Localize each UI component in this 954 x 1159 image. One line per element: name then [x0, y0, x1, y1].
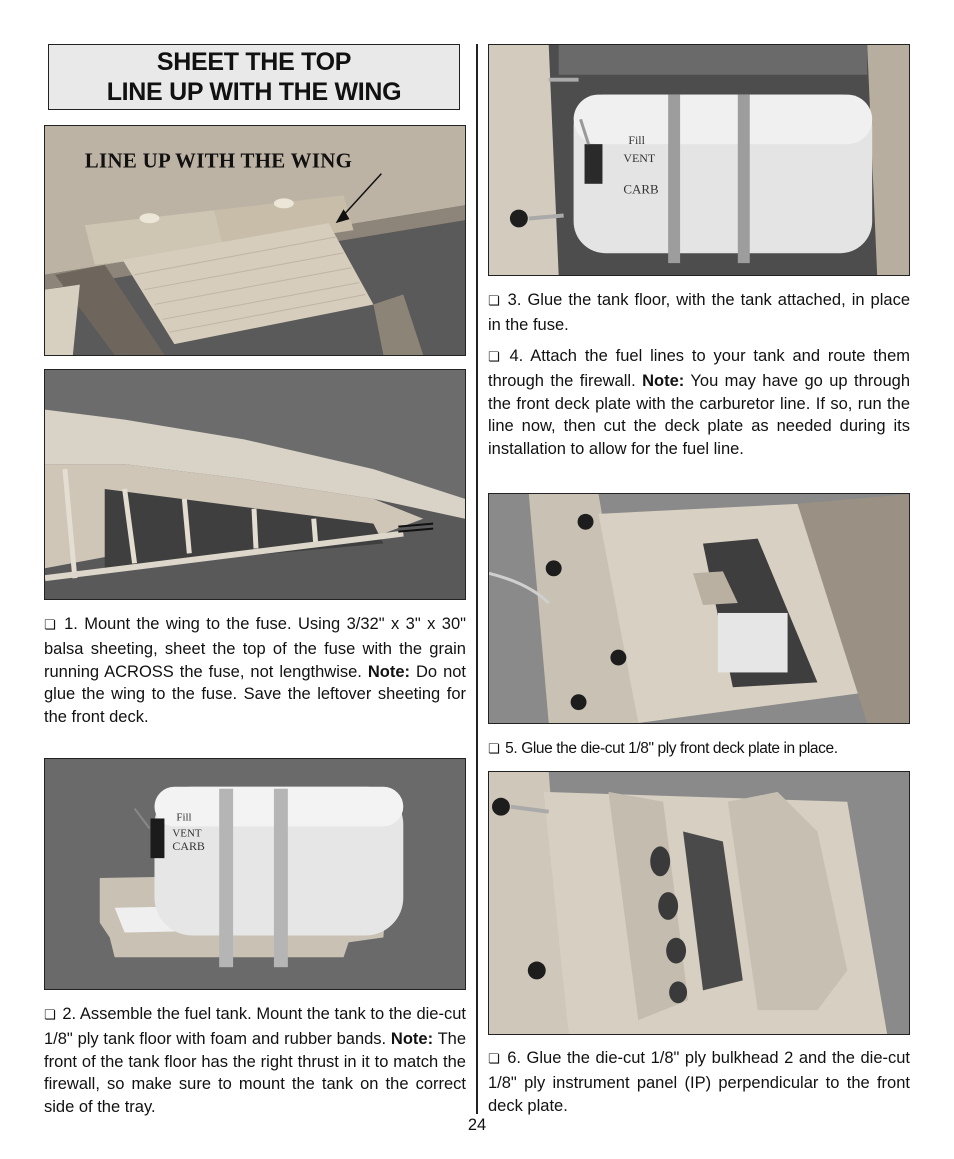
step-1-text-a: 1. Mount the wing to the fuse. Using 3/32" x 3" x 30" balsa sheeting, sheet the top of the fuse with the grain running ACROSS the fuse, not lengthwise.: [44, 615, 466, 681]
svg-text:Fill: Fill: [628, 133, 645, 148]
photo-bulkhead-and-ip: [488, 771, 910, 1035]
step-6-text: 6. Glue the die-cut 1/8" ply bulkhead 2 and the die-cut 1/8" ply instrument panel (IP) perpendicular to the front deck plate.: [488, 1049, 910, 1115]
step-5: [488, 738, 910, 762]
step-4-text-b: You may have go up through the front deck plate with the carburetor line. If so, run the line now, then cut the deck plate as needed during its installation to allow for the fuel line.: [488, 371, 910, 459]
checkbox-icon[interactable]: ❏: [488, 350, 500, 365]
step-2-text-b: The front of the tank floor has the right thrust in it to match the firewall, so make sure to mount the tank on the correct side of the tray.: [44, 1029, 466, 1117]
step-4-note: Note:: [642, 371, 685, 390]
checkbox-icon[interactable]: ❏: [488, 742, 500, 757]
section-title-line2: LINE UP WITH THE WING: [106, 78, 402, 106]
svg-text:CARB: CARB: [172, 839, 205, 854]
step-4-text-a: 4. Attach the fuel lines to your tank and route them through the firewall.: [488, 347, 910, 390]
step-1-text-b: Do not glue the wing to the fuse. Save the leftover sheeting for the front deck.: [44, 662, 467, 727]
photo-fuselage-side: [44, 369, 466, 600]
checkbox-icon[interactable]: ❏: [488, 294, 500, 309]
photo-caption-label: LINE UP WITH THE WING: [84, 148, 353, 173]
step-4: [488, 345, 910, 461]
column-divider: [476, 44, 478, 1114]
step-1: [44, 613, 466, 729]
step-2-text-a: 2. Assemble the fuel tank. Mount the tank to the die-cut 1/8" ply tank floor with foam and rubber bands.: [44, 1005, 466, 1048]
page-number: 24: [467, 1116, 487, 1134]
checkbox-icon[interactable]: ❏: [488, 1052, 500, 1067]
step-5-text: 5. Glue the die-cut 1/8" ply front deck plate in place.: [501, 740, 838, 757]
step-2: [44, 1003, 466, 1119]
photo-tank-in-fuse: [488, 44, 910, 276]
step-6: [488, 1047, 910, 1117]
section-title-line1: SHEET THE TOP: [156, 48, 352, 76]
step-3-text: 3. Glue the tank floor, with the tank attached, in place in the fuse.: [488, 291, 910, 334]
step-2-note: Note:: [390, 1029, 434, 1048]
svg-text:VENT: VENT: [623, 151, 656, 165]
photo-front-deck-plate: [488, 493, 910, 724]
photo-line-up-with-wing: [44, 125, 466, 356]
photo-fuel-tank-assembly: [44, 758, 466, 990]
checkbox-icon[interactable]: ❏: [44, 1008, 56, 1023]
svg-text:VENT: VENT: [172, 827, 202, 840]
section-title: [48, 44, 460, 110]
svg-text:CARB: CARB: [623, 181, 659, 197]
step-3: [488, 289, 910, 337]
svg-text:Fill: Fill: [176, 811, 192, 824]
checkbox-icon[interactable]: ❏: [44, 618, 56, 633]
step-1-note: Note:: [367, 662, 411, 681]
